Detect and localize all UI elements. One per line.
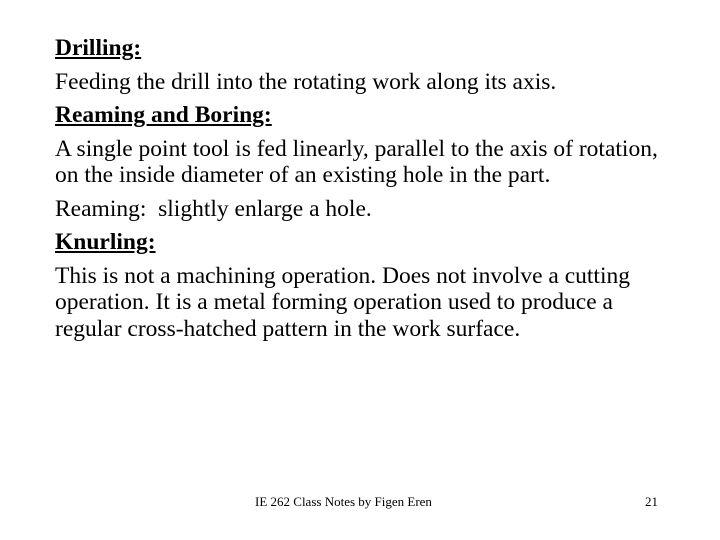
heading-drilling: Drilling: bbox=[55, 35, 142, 61]
slide-content bbox=[55, 35, 675, 349]
heading-knurling: Knurling: bbox=[55, 229, 156, 255]
boring-description: A single point tool is fed linearly, parallel to the axis of rotation, on the inside diameter of an existing hole in the part. bbox=[55, 135, 658, 188]
heading-reaming-and-boring: Reaming and Boring: bbox=[55, 102, 272, 128]
drilling-description: Feeding the drill into the rotating work along its axis. bbox=[55, 68, 557, 95]
page-number: 21 bbox=[645, 494, 658, 509]
reaming-description: Reaming: slightly enlarge a hole. bbox=[55, 195, 372, 222]
knurling-description: This is not a machining operation. Does not involve a cutting operation. It is a metal forming operation used to produce a regular cross-hatched pattern in the work surface. bbox=[55, 262, 630, 342]
footer-credit: IE 262 Class Notes by Figen Eren bbox=[255, 494, 432, 509]
